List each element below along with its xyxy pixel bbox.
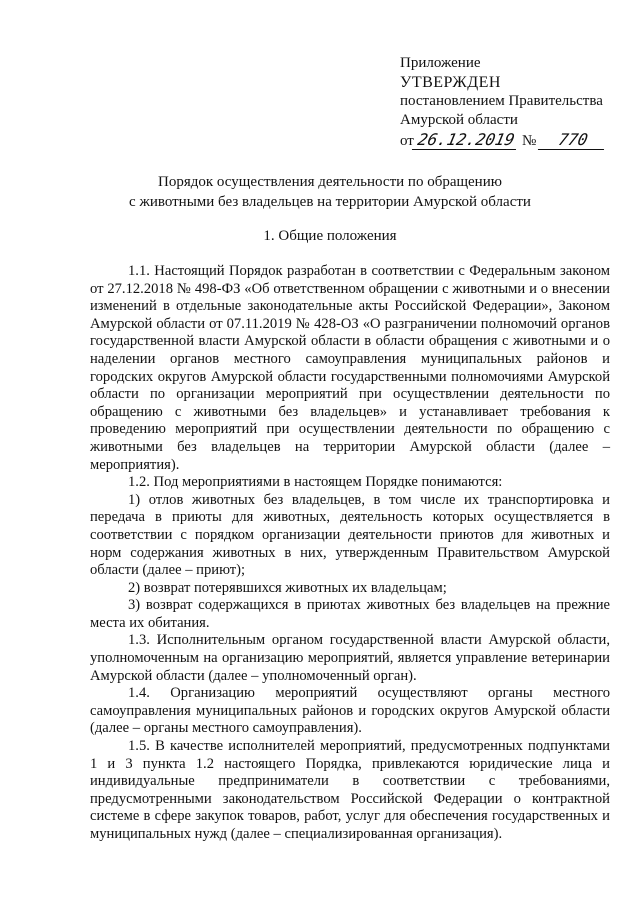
handwritten-number: 770 [538, 130, 608, 150]
paragraph-1-2: 1.2. Под мероприятиями в настоящем Порядке понимаются: [128, 474, 503, 491]
number-prefix: № [521, 133, 537, 149]
paragraph-1-5: 1.5. В качестве исполнителей мероприятий, предусмотренных подпунктами 1 и 3 пункта 1.2 настоящего Порядка, привлекаются юридические лица и индивидуальные предприниматели в соответствии с требованиями, предусмотренными законодательством Российской Федерации о контрактной системе в сфере закупок товаров, работ, услуг для обеспечения государственных и муниципальных нужд (далее – специализированная организация). [90, 738, 610, 842]
paragraph-1-4: 1.4. Организацию мероприятий осуществляют органы местного самоуправления муниципальных районов и городских округов Амурской области (далее – органы местного самоуправления). [90, 685, 610, 737]
section-heading: 1. Общие положения [263, 228, 397, 244]
title-line-2: с животными без владельцев на территории Амурской области [129, 194, 531, 210]
document-title [60, 172, 600, 212]
appendix-label: Приложение [400, 55, 481, 71]
approved-label: УТВЕРЖДЕН [400, 74, 501, 91]
paragraph-1-1: 1.1. Настоящий Порядок разработан в соответствии с Федеральным законом от 27.12.2018 № 498-ФЗ «Об ответственном обращении с животными и о внесении изменений в отдельные законодательные акты Российской Федерации», Законом Амурской области от 07.11.2019 № 428-ОЗ «О разграничении полномочий органов государственной власти Амурской области в области обращения с животными и о наделении органов местного самоуправления муниципальных районов и городских округов Амурской области государственными полномочиями Амурской области по организации мероприятий при осуществлении деятельности по обращению с животными без владельцев» и устанавливает требования к проведению мероприятий при осуществлении деятельности по обращению с животными без владельцев на территории Амурской области (далее – мероприятия). [90, 263, 610, 473]
paragraph-1-3: 1.3. Исполнительным органом государственной власти Амурской области, уполномоченным на организацию мероприятий, является управление ветеринарии Амурской области (далее – уполномоченный орган). [90, 632, 610, 684]
approval-block [400, 54, 630, 151]
region-label: Амурской области [400, 112, 518, 128]
title-line-1: Порядок осуществления деятельности по обращению [158, 174, 502, 190]
resolution-label: постановлением Правительства [400, 93, 603, 109]
document-body [90, 263, 610, 844]
paragraph-item-1: 1) отлов животных без владельцев, в том числе их транспортировка и передача в приюты для животных, деятельность которых осуществляется в соответствии с порядком организации деятельности приютов для животных и норм содержания животных в них, утвержденным Правительством Амурской области (далее – приют); [90, 491, 610, 579]
date-number-line [400, 130, 630, 151]
handwritten-date: 26.12.2019 [412, 130, 521, 150]
paragraph-item-2: 2) возврат потерявшихся животных их владельцам; [128, 579, 447, 596]
paragraph-item-3: 3) возврат содержащихся в приютах животных без владельцев на прежние места их обитания. [90, 597, 610, 631]
date-prefix: от [400, 133, 414, 149]
